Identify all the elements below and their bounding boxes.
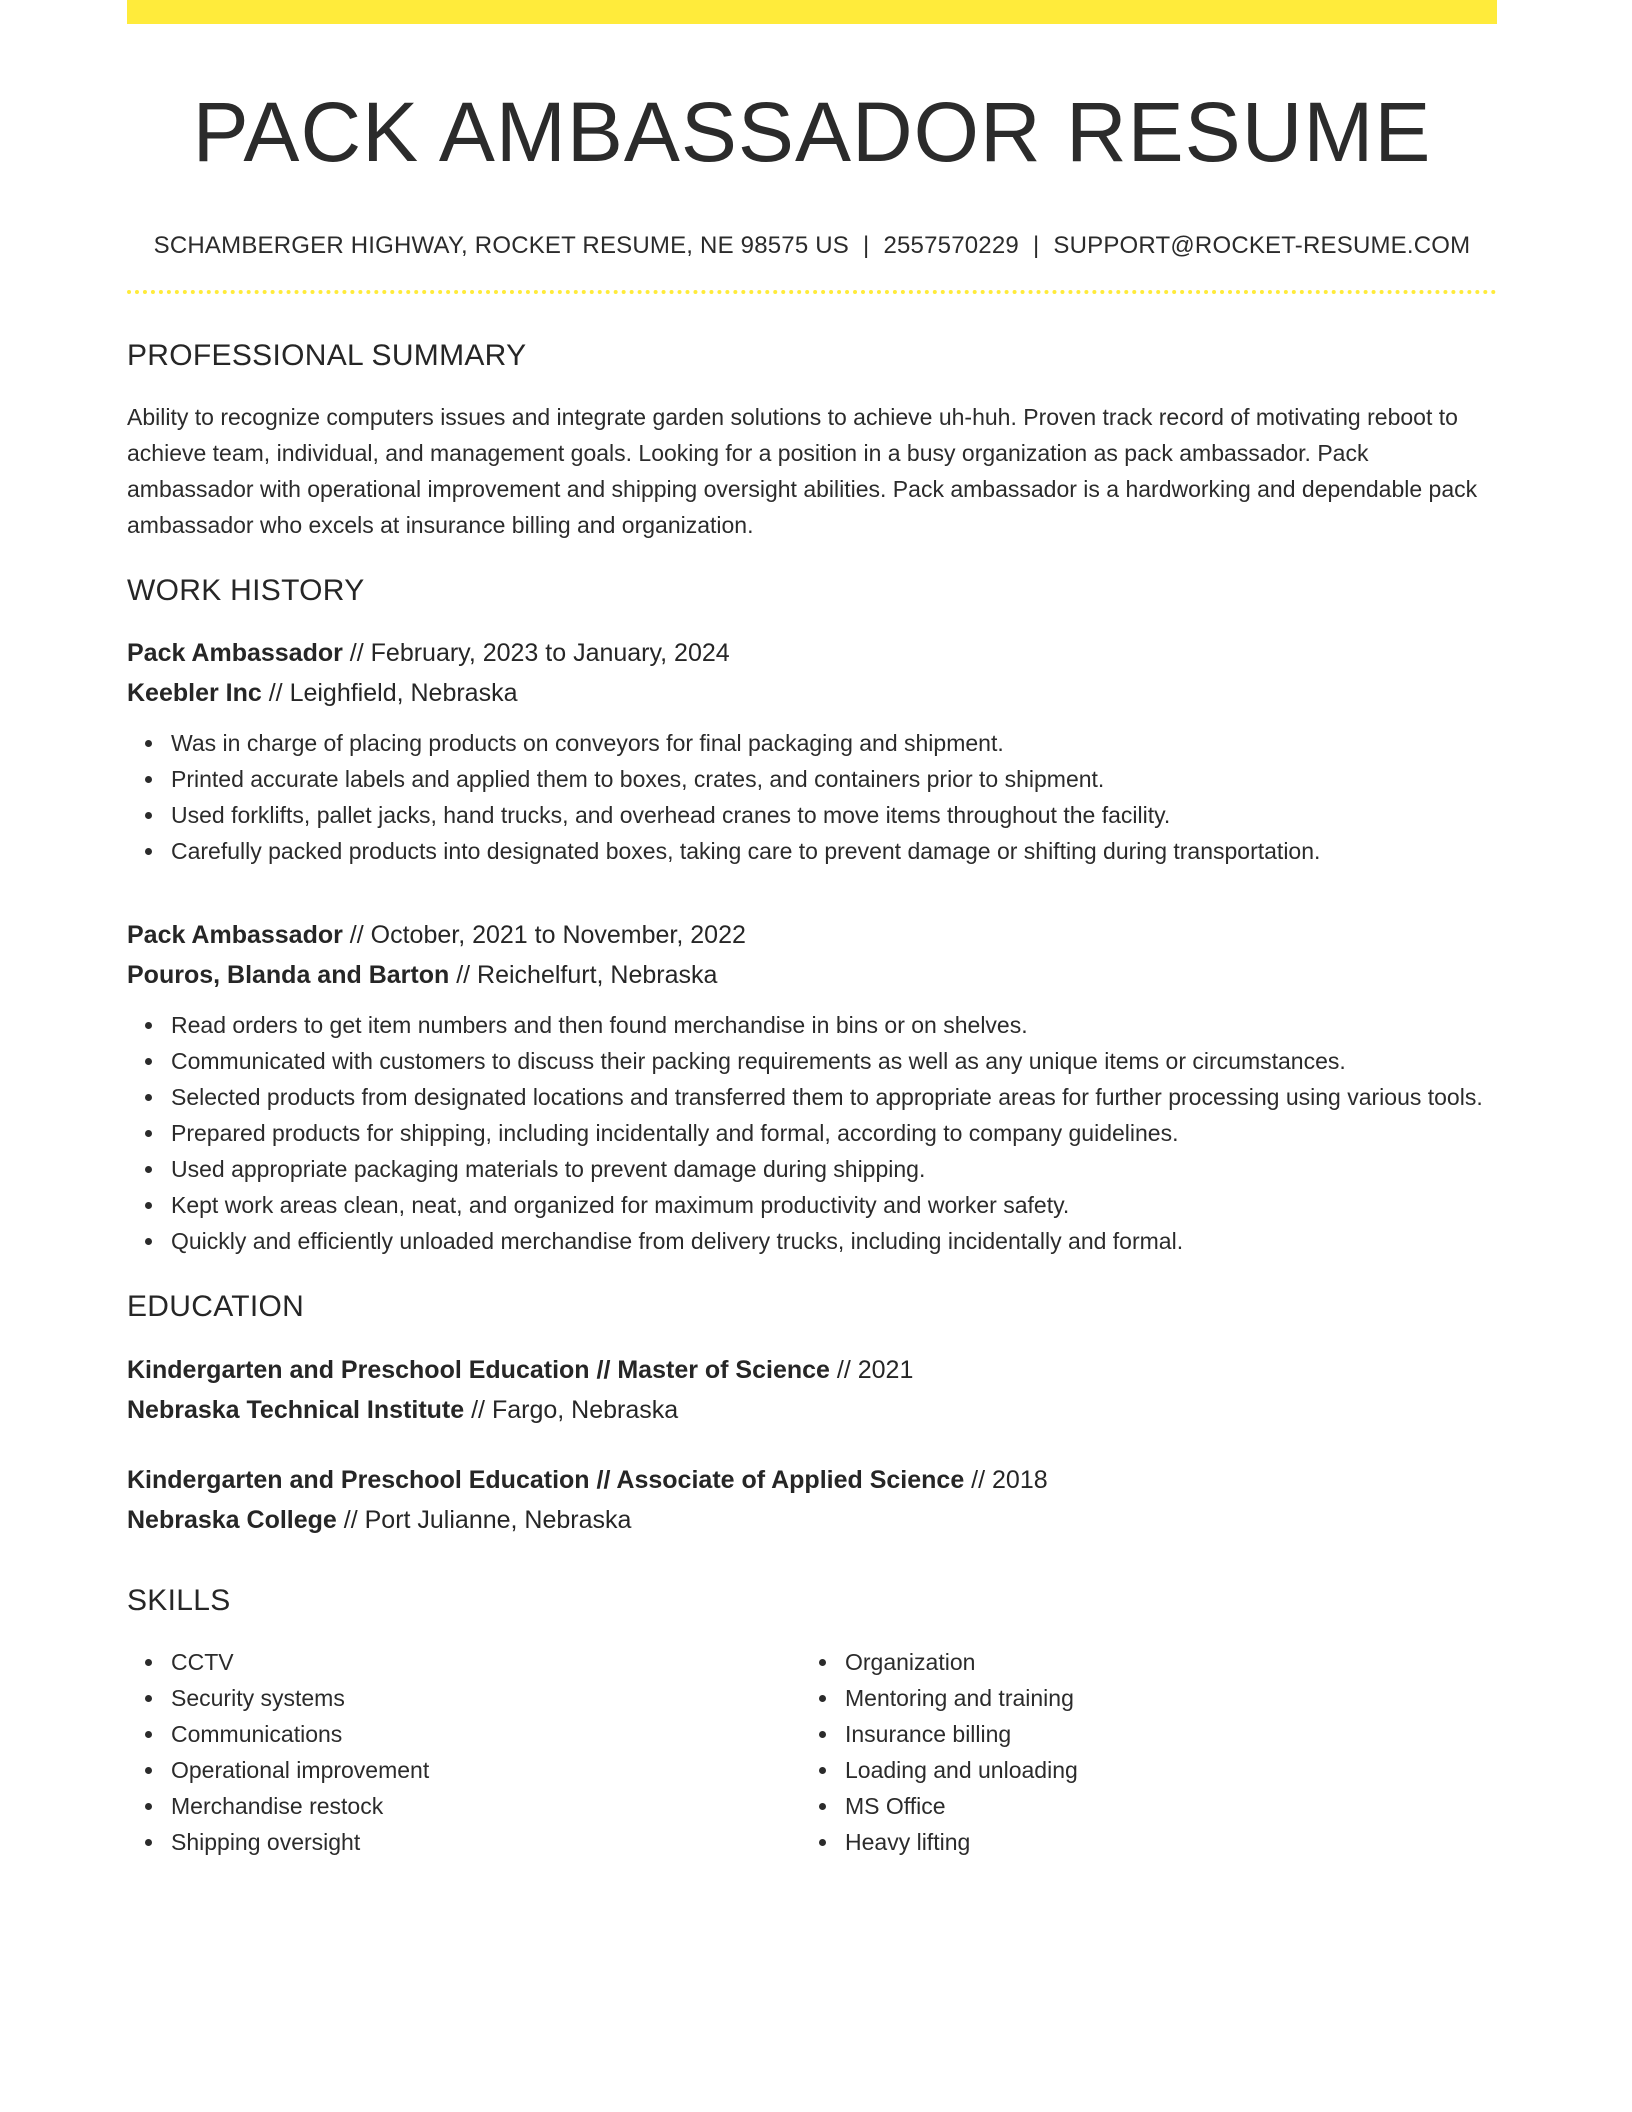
skill-item: Organization <box>845 1644 1475 1680</box>
job-role: Pack Ambassador <box>127 639 343 668</box>
contact-separator: | <box>863 232 870 260</box>
dotted-divider <box>127 290 1497 294</box>
skill-item: Shipping oversight <box>171 1824 801 1860</box>
skills-column-right <box>801 1644 1475 1860</box>
education-degree: Kindergarten and Preschool Education // Associate of Applied Science <box>127 1466 965 1495</box>
education-location: // Port Julianne, Nebraska <box>336 1506 632 1535</box>
job-entry <box>127 633 1497 869</box>
job-bullet: Read orders to get item numbers and then found merchandise in bins or on shelves. <box>171 1007 1497 1043</box>
accent-top-bar <box>127 0 1497 24</box>
job-bullet: Used appropriate packaging materials to prevent damage during shipping. <box>171 1151 1497 1187</box>
contact-email: SUPPORT@ROCKET-RESUME.COM <box>1053 232 1471 260</box>
skills-grid <box>127 1644 1497 1860</box>
job-company-line <box>127 955 1497 995</box>
skills-list <box>127 1644 801 1860</box>
education-year: // 2018 <box>964 1466 1048 1495</box>
education-school: Nebraska College <box>127 1506 337 1535</box>
skills-column-left <box>127 1644 801 1860</box>
skill-item: Heavy lifting <box>845 1824 1475 1860</box>
skill-item: Security systems <box>171 1680 801 1716</box>
education-degree: Kindergarten and Preschool Education // Master of Science <box>127 1356 830 1385</box>
job-bullet: Carefully packed products into designated boxes, taking care to prevent damage or shifting during transportation. <box>171 833 1497 869</box>
skill-item: Operational improvement <box>171 1752 801 1788</box>
summary-text: Ability to recognize computers issues and integrate garden solutions to achieve uh-huh. Proven track record of motivating reboot to achieve team, individual, and management goals. Looking for a position in a busy organization as pack ambassador. Pack ambassador with operational improvement and shipping oversight abilities. Pack ambassador is a hardworking and dependable pack ambassador who excels at insurance billing and organization. <box>127 404 1478 539</box>
job-role: Pack Ambassador <box>127 921 343 950</box>
skill-item: Mentoring and training <box>845 1680 1475 1716</box>
education-degree-line <box>127 1350 1497 1390</box>
job-location: // Reichelfurt, Nebraska <box>449 961 718 990</box>
contact-separator: | <box>1032 232 1040 260</box>
skill-item: Merchandise restock <box>171 1788 801 1824</box>
job-role-line <box>127 915 1497 955</box>
skill-item: Insurance billing <box>845 1716 1475 1752</box>
education-entry <box>127 1460 1497 1540</box>
education-school: Nebraska Technical Institute <box>127 1396 465 1425</box>
education-school-line <box>127 1500 1497 1540</box>
job-company-line <box>127 673 1497 713</box>
education-location: // Fargo, Nebraska <box>464 1396 679 1425</box>
job-company: Pouros, Blanda and Barton <box>127 961 450 990</box>
contact-address: SCHAMBERGER HIGHWAY, ROCKET RESUME, NE 98575 US <box>153 232 850 260</box>
section-title-work-history: WORK HISTORY <box>127 574 365 608</box>
job-location: // Leighfield, Nebraska <box>261 679 518 708</box>
resume-title: PACK AMBASSADOR RESUME <box>192 85 1432 179</box>
job-dates: // February, 2023 to January, 2024 <box>342 639 730 668</box>
education-degree-line <box>127 1460 1497 1500</box>
section-title-skills: SKILLS <box>127 1584 231 1618</box>
contact-line <box>127 232 1497 260</box>
job-bullet: Communicated with customers to discuss their packing requirements as well as any unique items or circumstances. <box>171 1043 1497 1079</box>
job-bullet: Used forklifts, pallet jacks, hand trucks, and overhead cranes to move items throughout the facility. <box>171 797 1497 833</box>
education-year: // 2021 <box>829 1356 914 1385</box>
job-bullet-list <box>127 725 1497 869</box>
job-bullet: Was in charge of placing products on conveyors for final packaging and shipment. <box>171 725 1497 761</box>
job-bullet: Selected products from designated locations and transferred them to appropriate areas for further processing using various tools. <box>171 1079 1497 1115</box>
contact-phone: 2557570229 <box>883 232 1019 260</box>
skill-item: Loading and unloading <box>845 1752 1475 1788</box>
skills-list <box>801 1644 1475 1860</box>
skill-item: MS Office <box>845 1788 1475 1824</box>
job-bullet-list <box>127 1007 1497 1259</box>
job-company: Keebler Inc <box>127 679 262 708</box>
job-role-line <box>127 633 1497 673</box>
job-entry <box>127 915 1497 1259</box>
job-dates: // October, 2021 to November, 2022 <box>342 921 746 950</box>
skill-item: Communications <box>171 1716 801 1752</box>
skill-item: CCTV <box>171 1644 801 1680</box>
job-bullet: Quickly and efficiently unloaded merchandise from delivery trucks, including incidentally and formal. <box>171 1223 1497 1259</box>
job-bullet: Kept work areas clean, neat, and organized for maximum productivity and worker safety. <box>171 1187 1497 1223</box>
education-school-line <box>127 1390 1497 1430</box>
section-title-education: EDUCATION <box>127 1290 305 1324</box>
resume-page <box>127 0 1497 1860</box>
job-bullet: Printed accurate labels and applied them to boxes, crates, and containers prior to shipment. <box>171 761 1497 797</box>
section-title-summary: PROFESSIONAL SUMMARY <box>127 339 527 373</box>
job-bullet: Prepared products for shipping, including incidentally and formal, according to company guidelines. <box>171 1115 1497 1151</box>
education-entry <box>127 1350 1497 1430</box>
